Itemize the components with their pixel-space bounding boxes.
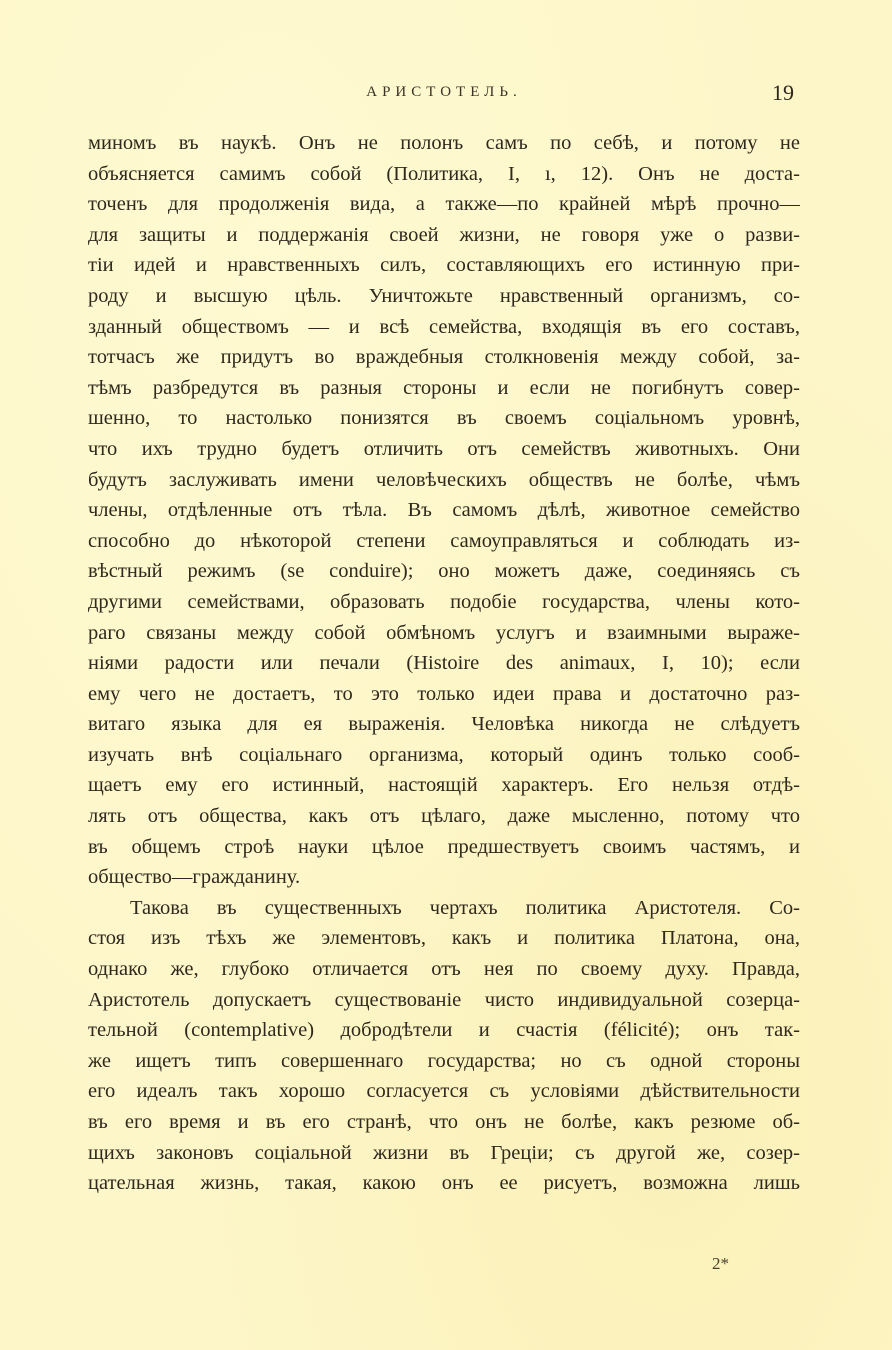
text-line: стоя изъ тѣхъ же элементовъ, какъ и политика Платона, она,: [88, 927, 800, 950]
text-line: ему чего не достаетъ, то это только идеи права и достаточно раз-: [88, 682, 800, 705]
text-line: въ общемъ строѣ науки цѣлое предшествуетъ своимъ частямъ, и: [88, 835, 800, 858]
text-line: общество—гражданину.: [88, 866, 301, 889]
page-header: [88, 80, 800, 110]
text-line: же ищетъ типъ совершеннаго государства; но съ одной стороны: [88, 1049, 800, 1072]
text-line: изучать внѣ соціальнаго организма, который одинъ только сооб-: [88, 743, 800, 766]
text-line: другими семействами, образовать подобіе государства, члены кото-: [88, 590, 800, 613]
signature-mark: 2*: [712, 1254, 729, 1273]
text-line: тельной (contemplative) добродѣтели и счастія (félicité); онъ так-: [88, 1019, 800, 1042]
text-line: роду и высшую цѣль. Уничтожьте нравственный организмъ, со-: [88, 284, 800, 307]
text-line: однако же, глубоко отличается отъ нея по своему духу. Правда,: [88, 958, 800, 981]
text-line: тіи идей и нравственныхъ силъ, составляющихъ его истинную при-: [88, 254, 800, 277]
text-line: его идеалъ такъ хорошо согласуется съ условіями дѣйствительности: [88, 1080, 800, 1103]
running-title: АРИСТОТЕЛЬ.: [366, 84, 522, 100]
text-line: шенно, то настолько понизятся въ своемъ соціальномъ уровнѣ,: [88, 407, 800, 430]
text-line: вѣстный режимъ (se conduire); оно можетъ даже, соединяясь съ: [88, 560, 800, 583]
text-line: раго связаны между собой обмѣномъ услугъ и взаимными выраже-: [88, 621, 800, 644]
text-line: зданный обществомъ — и всѣ семейства, входящія въ его составъ,: [88, 315, 800, 338]
body-text: [88, 128, 800, 1199]
text-line: щаетъ ему его истинный, настоящій характеръ. Его нельзя отдѣ-: [88, 774, 800, 797]
text-line: ніями радости или печали (Histoire des animaux, I, 10); если: [88, 652, 800, 675]
text-line: тотчасъ же придутъ во враждебныя столкновенія между собой, за-: [88, 346, 800, 369]
text-line: Аристотель допускаетъ существованіе чисто индивидуальной созерца-: [88, 988, 800, 1011]
text-line: способно до нѣкоторой степени самоуправляться и соблюдать из-: [88, 529, 800, 552]
text-line: цательная жизнь, такая, какою онъ ее рисуетъ, возможна лишь: [88, 1172, 800, 1195]
text-line: витаго языка для ея выраженія. Человѣка никогда не слѣдуетъ: [88, 713, 800, 736]
text-line: члены, отдѣленные отъ тѣла. Въ самомъ дѣлѣ, животное семейство: [88, 499, 800, 522]
text-line: миномъ въ наукѣ. Онъ не полонъ самъ по себѣ, и потому не: [88, 132, 800, 154]
text-line: Такова въ существенныхъ чертахъ политика Аристотеля. Со-: [130, 896, 800, 919]
text-line: тѣмъ разбредутся въ разныя стороны и если не погибнутъ совер-: [88, 376, 800, 399]
text-line: будутъ заслуживать имени человѣческихъ обществъ не болѣе, чѣмъ: [88, 468, 800, 491]
text-line: для защиты и поддержанія своей жизни, не говоря уже о разви-: [88, 223, 800, 246]
text-line: что ихъ трудно будетъ отличить отъ семействъ животныхъ. Они: [88, 437, 800, 460]
text-line: въ его время и въ его странѣ, что онъ не болѣе, какъ резюме об-: [88, 1111, 800, 1133]
text-line: щихъ законовъ соціальной жизни въ Греціи; съ другой же, созер-: [88, 1141, 800, 1164]
text-line: точенъ для продолженія вида, а также—по крайней мѣрѣ прочно—: [88, 193, 800, 216]
text-line: объясняется самимъ собой (Политика, I, ı, 12). Онъ не доста-: [88, 162, 800, 185]
page-number: 19: [772, 80, 794, 105]
text-line: лять отъ общества, какъ отъ цѣлаго, даже мысленно, потому что: [88, 805, 800, 828]
